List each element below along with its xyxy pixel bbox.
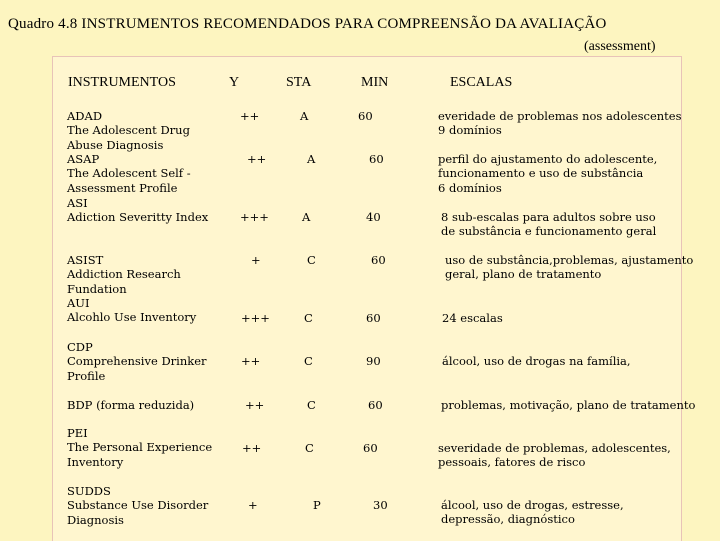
header-min: MIN (361, 75, 389, 90)
table-cell-y: ++ (242, 441, 262, 455)
table-cell-min: 60 (368, 398, 383, 412)
table-cell-sta: C (304, 354, 313, 368)
header-instrumentos: INSTRUMENTOS (68, 75, 176, 90)
table-cell-escalas: uso de substância,problemas, ajustamento geral, plano de tratamento (445, 253, 694, 282)
table-cell-min: 60 (371, 253, 386, 267)
table-cell-escalas: severidade de problemas, adolescentes, pessoais, fatores de risco (438, 441, 671, 470)
table-cell-y: ++ (247, 152, 267, 166)
table-cell-min: 60 (366, 311, 381, 325)
table-cell-min: 40 (366, 210, 381, 224)
table-cell-sta: C (304, 311, 313, 325)
table-cell-escalas: 8 sub-escalas para adultos sobre uso de substância e funcionamento geral (441, 210, 657, 239)
table-cell-instrument: ASIST Addiction Research Fundation (67, 253, 181, 296)
table-cell-y: ++ (240, 109, 260, 123)
table-cell-min: 30 (373, 498, 388, 512)
header-y: Y (229, 75, 240, 90)
table-cell-sta: C (307, 253, 316, 267)
table-cell-sta: C (305, 441, 314, 455)
table-cell-escalas: perfil do ajustamento do adolescente, funcionamento e uso de substância 6 domínios (438, 152, 658, 195)
table-cell-instrument: ASAP The Adolescent Self - Assessment Profile (67, 152, 191, 195)
table-cell-instrument: CDP Comprehensive Drinker Profile (67, 340, 207, 383)
table-cell-y: ++ (245, 398, 265, 412)
table-cell-sta: A (300, 109, 309, 123)
table-cell-escalas: álcool, uso de drogas na família, (442, 354, 631, 368)
table-cell-instrument: BDP (forma reduzida) (67, 398, 195, 412)
table-cell-min: 90 (366, 354, 381, 368)
table-cell-y: +++ (240, 210, 269, 224)
table-cell-instrument: ADAD The Adolescent Drug Abuse Diagnosis (67, 109, 190, 152)
table-cell-instrument: AUI Alcohlo Use Inventory (67, 296, 197, 325)
table-cell-sta: P (313, 498, 321, 512)
page-title: Quadro 4.8 INSTRUMENTOS RECOMENDADOS PARA COMPREENSÃO DA AVALIAÇÃO (8, 16, 607, 32)
table-cell-instrument: ASI Adiction Severitty Index (67, 196, 209, 225)
header-sta: STA (286, 75, 312, 90)
table-cell-escalas: problemas, motivação, plano de tratamento (441, 398, 696, 412)
table-cell-y: +++ (241, 311, 270, 325)
table-cell-y: + (248, 498, 258, 512)
table-cell-escalas: everidade de problemas nos adolescentes 9 domínios (438, 109, 682, 138)
table-cell-escalas: 24 escalas (442, 311, 503, 325)
page-subtitle: (assessment) (584, 39, 656, 54)
header-escalas: ESCALAS (450, 75, 513, 90)
table-cell-y: + (251, 253, 261, 267)
table-cell-escalas: álcool, uso de drogas, estresse, depressão, diagnóstico (441, 498, 624, 527)
table-cell-instrument: SUDDS Substance Use Disorder Diagnosis (67, 484, 209, 527)
table-cell-instrument: PEI The Personal Experience Inventory (67, 426, 213, 469)
table-cell-min: 60 (363, 441, 378, 455)
table-cell-min: 60 (369, 152, 384, 166)
table-cell-sta: C (307, 398, 316, 412)
table-cell-sta: A (302, 210, 311, 224)
table-cell-min: 60 (358, 109, 373, 123)
table-cell-sta: A (307, 152, 316, 166)
table-cell-y: ++ (241, 354, 261, 368)
